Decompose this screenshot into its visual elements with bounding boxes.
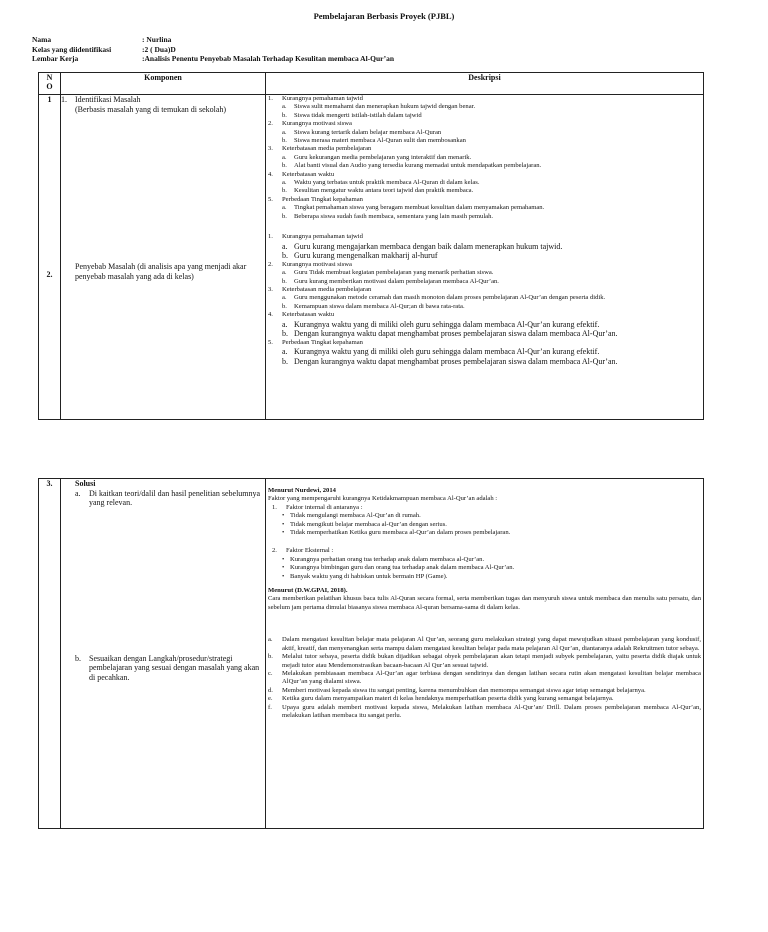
- header-komponen: Komponen: [61, 73, 266, 95]
- identifikasi-title: Identifikasi Masalah: [75, 95, 141, 104]
- strategy-list: [268, 636, 701, 720]
- sub-item-letter: a.: [282, 319, 288, 329]
- komponen-1: 1. Identifikasi Masalah (Berbasis masalah yang di temukan di sekolah): [61, 95, 227, 114]
- bullet-item: [268, 573, 701, 581]
- strategy-letter: b.: [268, 653, 273, 661]
- sub-item-text: Beberapa siswa sudah fasih membaca, sementara yang lain masih pemulah.: [294, 212, 494, 220]
- sub-item-letter: b.: [282, 111, 287, 119]
- meta-key: Kelas yang diidentifikasi: [32, 44, 112, 54]
- sub-item: [268, 154, 703, 162]
- list-item: [268, 339, 703, 347]
- list-item: [268, 196, 703, 204]
- sub-item-letter: b.: [282, 162, 287, 170]
- item-text: Kurangnya pemahaman tajwid: [282, 233, 363, 241]
- sub-item-letter: a.: [282, 179, 287, 187]
- sub-item-text: Kesulitan mengatur waktu antara teori tajwid dan praktik membaca.: [294, 187, 474, 195]
- source-dwgpai: Menurut (D.W.GPAI, 2018).: [268, 587, 348, 595]
- meta-row-worksheet: [32, 54, 394, 64]
- item-number: 2.: [268, 120, 273, 128]
- meta-row-name: [32, 35, 394, 45]
- item-number: 1.: [268, 95, 273, 102]
- item-text: Perbedaan Tingkat kepahaman: [282, 195, 363, 203]
- bullet-text: Tidak memperhatikan Ketika guru membaca al-Qur’an dalam proses pembelajaran.: [290, 529, 511, 537]
- sub-item: [268, 187, 703, 195]
- sub-item-letter: a.: [282, 128, 287, 136]
- sub-item-text: Kurangnya waktu yang di miliki oleh guru sehingga dalam membaca Al-Qur’an kurang efektif.: [294, 347, 600, 357]
- item-number: 3.: [268, 145, 273, 153]
- sub-item: [268, 320, 703, 330]
- sub-item-text: Alat banti visual dan Audio yang tersedia kurang memadai untuk mendapatkan pembelajaran.: [294, 162, 542, 170]
- komponen-2: Penyebab Masalah (di analisis apa yang menjadi akar penyebab masalah yang ada di kelas): [75, 262, 247, 281]
- strategy-letter: c.: [268, 669, 273, 677]
- sub-item: [268, 303, 703, 311]
- table-row: [39, 479, 704, 829]
- strategy-text: Ketika guru dalam menyampaikan materi di kelas hendaknya memperhatikan peserta didik yang kurang semangat belajarnya.: [282, 695, 614, 703]
- list-item: [268, 233, 703, 241]
- strategy-letter: d.: [268, 686, 273, 694]
- bullet-text: Kurangnya bimbingan guru dan orang tua terhadap anak dalam membaca Al-Qur’an.: [290, 564, 515, 572]
- item-text: Keterbatasan media pembelajaran: [282, 145, 372, 153]
- strategy-text: Memberi motivasi kepada siswa itu sangat penting, karena menumbuhkan dan memompa semangat siswa agar tetap semangat belajarnya.: [282, 686, 646, 694]
- item-number: 5.: [268, 338, 273, 346]
- item-text: Keterbatasan media pembelajaran: [282, 285, 372, 293]
- header-no: N O: [39, 73, 61, 95]
- factor-item: [268, 504, 701, 512]
- bullet-icon: •: [282, 520, 285, 528]
- item-number: 1.: [268, 233, 273, 241]
- sub-item-text: Siswa kurang tertarik dalam belajar membaca Al-Quran: [294, 128, 442, 136]
- strategy-item: [268, 704, 701, 721]
- factor-number: 1.: [272, 503, 277, 511]
- sub-item: [268, 204, 703, 212]
- sub-item: [268, 251, 703, 261]
- sub-item-letter: b.: [282, 302, 287, 310]
- row-number: [39, 95, 61, 420]
- sub-item-text: Tingkat pemahaman siswa yang beragam membuat kesulitan dalam menyamakan pemahaman.: [294, 204, 545, 212]
- sub-item-letter: b.: [282, 329, 288, 339]
- row-number: 3.: [39, 479, 61, 829]
- source-nurdewi: Menurut Nurdewi, 2014: [268, 487, 336, 494]
- sub-item: [268, 278, 703, 286]
- meta-value: : Nurlina: [142, 35, 172, 44]
- sub-item-letter: b.: [282, 356, 288, 366]
- sub-item-text: Siswa sulit memahami dan menerapkan hukum tajwid dengan benar.: [294, 103, 476, 111]
- sub-item-text: Guru kekurangan media pembelajaran yang interaktif dan menarik.: [294, 153, 472, 161]
- strategy-letter: f.: [268, 703, 272, 711]
- sub-item-letter: a.: [282, 204, 287, 212]
- strategy-letter: e.: [268, 695, 273, 703]
- meta-value: :2 ( Dua)D: [142, 44, 176, 54]
- sub-item-letter: a.: [282, 294, 287, 302]
- list-item: [268, 286, 703, 294]
- deskripsi-cell: [266, 95, 704, 420]
- strategy-item: [268, 636, 701, 653]
- sub-item-text: Kurangnya waktu yang di miliki oleh guru sehingga dalam membaca Al-Qur’an kurang efektif.: [294, 319, 600, 329]
- list-item: [268, 261, 703, 269]
- sub-item-text: Guru kurang memberikan motivasi dalam pembelajaran membaca Al-Qur’an.: [294, 277, 499, 285]
- identity-block: [32, 35, 394, 64]
- sub-item-letter: a.: [282, 241, 288, 251]
- bullet-item: [268, 564, 701, 572]
- sub-item: [268, 329, 703, 339]
- sub-item-letter: a.: [282, 153, 287, 161]
- table-header-row: [39, 73, 704, 95]
- bullet-item: [268, 556, 701, 564]
- bullet-item: [268, 529, 701, 537]
- sub-item-text: Guru kurang mengajarkan membaca dengan baik dalam menerapkan hukum tajwid.: [294, 241, 563, 251]
- solusi-title: Solusi: [75, 479, 96, 488]
- solusi-item-a: a. Di kaitkan teori/dalil dan hasil penelitian sebelumnya yang relevan.: [75, 488, 261, 507]
- strategy-text: Upaya guru adalah memberi motivasi kepada siswa, Melakukan latihan membaca Al-Qur’an/ Drill. Dalam proses pembelajaran membaca Al-Qur’an, melakukan latihan membaca itu sangat perlu.: [282, 703, 701, 719]
- sub-item-text: Kemampuan siswa dalam membaca Al-Qur;an di bawa rata-rata.: [294, 302, 465, 310]
- sub-item: [268, 347, 703, 357]
- bullet-icon: •: [282, 512, 285, 520]
- bullet-icon: •: [282, 564, 285, 572]
- table-row: [39, 95, 704, 420]
- factors-intro: Faktor yang mempengaruhi kurangnya Ketidakmampuan membaca Al-Qur’an adalah :: [268, 495, 498, 503]
- sub-item-letter: b.: [282, 212, 287, 220]
- bullet-text: Kurangnya perhatian orang tua terhadap anak dalam membaca al-Qur’an.: [290, 555, 485, 563]
- strategy-text: Melalui tutor sebaya, peserta didik bukan dijadikan sebagai obyek pembelajaran akan tetapi menjadi subyek pembelajaran, yaitu peserta didik diajak untuk mejadi tutor atau Mendemonstrasikan bacaan-bacaan Al Qur’an sesuai tajwid.: [282, 653, 701, 669]
- sub-item-letter: b.: [282, 187, 287, 195]
- komponen-cell: [61, 95, 266, 420]
- sub-item-letter: b.: [282, 137, 287, 145]
- row-no-1: 1: [47, 95, 52, 104]
- item-number: 4.: [268, 311, 273, 319]
- strategy-item: [268, 687, 701, 695]
- sub-item-text: Siswa merasa materi membaca Al-Quran sulit dan membosankan: [294, 137, 466, 145]
- meta-row-class: [32, 45, 394, 55]
- sub-item: [268, 112, 703, 120]
- sub-item: [268, 162, 703, 170]
- bullet-item: [268, 512, 701, 520]
- meta-key: Lembar Kerja: [32, 54, 79, 63]
- sub-item: [268, 103, 703, 111]
- factor-number: 2.: [272, 547, 277, 555]
- item-text: Kurangnya motivasi siswa: [282, 260, 352, 268]
- sub-item-text: Guru kurang mengenalkan makharij al-huruf: [294, 251, 438, 261]
- sub-item-letter: b.: [282, 277, 287, 285]
- item-text: Kurangnya pemahaman tajwid: [282, 95, 363, 102]
- bullet-icon: •: [282, 529, 285, 537]
- solution-table: [38, 478, 704, 829]
- bullet-icon: •: [282, 572, 285, 580]
- bullet-text: Tidak mengikuti belajar membaca al-Qur’an dengan serius.: [290, 520, 447, 528]
- list-item: [268, 145, 703, 153]
- item-text: Keterbatasan waktu: [282, 311, 335, 319]
- item-number: 5.: [268, 195, 273, 203]
- factor-item: [268, 547, 701, 555]
- sub-item-letter: a.: [282, 347, 288, 357]
- sub-item-text: Waktu yang terbatas untuk praktik membaca Al-Quran di dalam kelas.: [294, 179, 480, 187]
- sub-item-text: Dengan kurangnya waktu dapat menghambat proses pembelajaran siswa dalam membaca Al-Qur’an.: [294, 356, 618, 366]
- sub-item: [268, 129, 703, 137]
- meta-key: Nama: [32, 35, 52, 44]
- strategy-letter: a.: [268, 636, 273, 644]
- analysis-table: [38, 72, 704, 420]
- solusi-deskripsi-cell: [266, 479, 704, 829]
- sub-item-text: Guru menggunakan metode ceramah dan masih monoton dalam proses pembelajaran Al-Qur’an dengan peserta didik.: [294, 294, 606, 302]
- bullet-text: Banyak waktu yang di habiskan untuk bermain HP (Game).: [290, 572, 448, 580]
- sub-item: [268, 357, 703, 367]
- sub-item: [268, 294, 703, 302]
- pelatihan-paragraph: Cara memberikan pelatihan khusus baca tulis Al-Quran secara formal, serta memberikan tugas dan menyuruh siswa untuk membaca dan menulis satu persatu, dan sebelum jam pertama dimulai biasanya siswa membaca Al-quran bersama-sama di dalam kelas.: [268, 595, 701, 611]
- item-text: Keterbatasan waktu: [282, 170, 335, 178]
- list-item: [268, 171, 703, 179]
- sub-item-text: Guru Tidak membuat kegiatan pembelajaran yang menarik perhatian siswa.: [294, 269, 494, 277]
- factor-list: [268, 504, 701, 581]
- item-text: Kurangnya motivasi siswa: [282, 120, 352, 128]
- sub-item: [268, 269, 703, 277]
- item-number: 3.: [268, 285, 273, 293]
- item-number: 2.: [268, 260, 273, 268]
- sub-item-letter: a.: [282, 103, 287, 111]
- bullet-icon: •: [282, 555, 285, 563]
- factor-text: Faktor Eksternal :: [286, 547, 334, 555]
- list-item: [268, 311, 703, 319]
- sub-item: [268, 179, 703, 187]
- strategy-item: [268, 653, 701, 670]
- header-deskripsi: Deskripsi: [266, 73, 704, 95]
- factor-text: Faktor internal di antaranya :: [286, 503, 363, 511]
- identifikasi-list: [266, 95, 703, 221]
- sub-item-letter: a.: [282, 269, 287, 277]
- identifikasi-sub: (Berbasis masalah yang di temukan di sekolah): [75, 104, 227, 114]
- document-title: Pembelajaran Berbasis Proyek (PJBL): [313, 11, 455, 21]
- sub-item-text: Siswa tidak mengerti istilah-istilah dalam tajwid: [294, 111, 422, 119]
- strategy-item: [268, 670, 701, 687]
- penyebab-list: [266, 233, 703, 366]
- bullet-text: Tidak mengulangi membaca Al-Qur’an di rumah.: [290, 512, 421, 520]
- sub-item: [268, 213, 703, 221]
- bullet-item: [268, 521, 701, 529]
- list-item: [268, 95, 703, 103]
- strategy-text: Melakukan pembiasaan membaca Al-Qur’an agar terbiasa dengan sendirinya dan dengan latihan secara rutin akan mengatasi kesulitan belajar membaca AlQur’an yang dialami siswa.: [282, 669, 701, 686]
- row-no-2: 2.: [46, 270, 53, 279]
- item-number: 4.: [268, 170, 273, 178]
- sub-item: [268, 137, 703, 145]
- meta-value: :Analisis Penentu Penyebab Masalah Terhadap Kesulitan membaca Al-Qur’an: [142, 54, 395, 63]
- sub-item: [268, 242, 703, 252]
- solusi-komponen-cell: [61, 479, 266, 829]
- strategy-item: [268, 695, 701, 703]
- list-item: [268, 120, 703, 128]
- solusi-item-b: b. Sesuaikan dengan Langkah/prosedur/strategi pembelajaran yang sesuai dengan masalah yang akan di pecahkan.: [75, 653, 260, 682]
- sub-item-letter: b.: [282, 251, 288, 261]
- item-text: Perbedaan Tingkat kepahaman: [282, 338, 363, 346]
- strategy-text: Dalam mengatasi kesulitan belajar mata pelajaran Al Qur’an, seorang guru melakukan strategi yang dapat mewujudkan situasi pembelajaran yang kondusif, aktif, kreatif, dan menyenangkan serta mampu dalam mengatasi kesulitan belajar pada mata pelajaran Al Qur’an, diantaranya adalah Rekruitmen tutor sebaya.: [282, 636, 701, 652]
- sub-item-text: Dengan kurangnya waktu dapat menghambat proses pembelajaran siswa dalam membaca Al-Qur’an.: [294, 329, 618, 339]
